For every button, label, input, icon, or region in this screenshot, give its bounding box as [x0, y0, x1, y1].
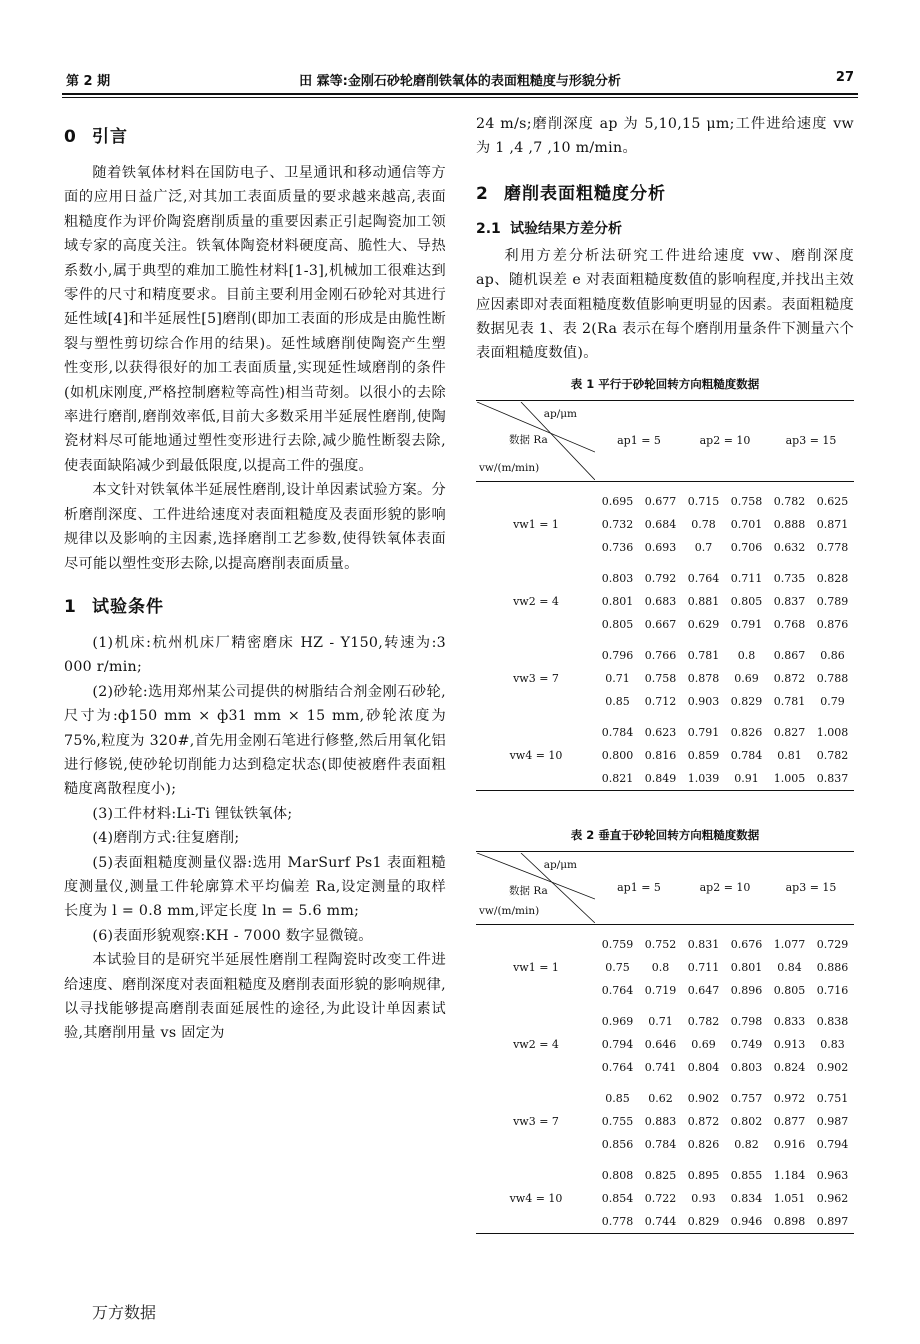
section-2-heading	[476, 179, 854, 204]
table-cell: 0.735	[773, 571, 806, 585]
row-group-label: vw4 = 10	[509, 748, 563, 762]
row-group-label	[476, 721, 596, 744]
table-cell: 0.854	[601, 1191, 634, 1205]
table-cell: 0.69	[734, 671, 759, 685]
table-cell: 0.684	[644, 517, 677, 531]
table-cell: 0.778	[596, 1210, 639, 1234]
section-number: 2	[476, 183, 489, 204]
row-group-label	[476, 613, 596, 636]
continued-paragraph: 24 m/s;磨削深度 ap 为 5,10,15 μm;工件进给速度 vw 为 1 ,4 ,7 ,10 m/min。	[476, 116, 854, 157]
table-corner-cell	[476, 851, 596, 924]
table-cell: 0.693	[644, 540, 677, 554]
column-header: ap3 = 15	[768, 400, 854, 481]
row-group-label: vw1 = 1	[513, 517, 559, 531]
issue-number: 第 2 期	[66, 74, 111, 89]
section-0-heading	[64, 122, 446, 147]
table-cell: 0.886	[816, 960, 849, 974]
table-row	[476, 644, 854, 667]
table-cell: 0.824	[773, 1060, 806, 1074]
table-cell: 0.902	[816, 1060, 849, 1074]
table-cell: 0.792	[644, 571, 677, 585]
table-row	[476, 513, 854, 536]
table-cell: 0.825	[644, 1168, 677, 1182]
table-row	[476, 1087, 854, 1110]
row-group-label	[476, 1056, 596, 1079]
group-spacer	[476, 1079, 854, 1087]
row-group-label	[476, 690, 596, 713]
table-cell: 0.85	[605, 694, 630, 708]
experiment-paragraph: 本试验目的是研究半延展性磨削工程陶瓷时改变工件进给速度、磨削深度对表面粗糙度及磨削表面形貌的影响规律,以寻找能够提高磨削表面延展性的途径,为此设计单因素试验,其磨削用量 vs 固定为	[64, 952, 446, 1042]
table-cell: 0.766	[644, 648, 677, 662]
column-header: ap1 = 5	[596, 851, 682, 924]
subsection-title: 试验结果方差分析	[510, 220, 622, 237]
row-group-label	[476, 1087, 596, 1110]
table-cell: 0.784	[601, 725, 634, 739]
table-cell: 0.81	[777, 748, 802, 762]
table-cell: 0.75	[605, 960, 630, 974]
column-header: ap2 = 10	[682, 400, 768, 481]
spacer-cell	[476, 481, 854, 490]
table-cell: 0.946	[725, 1210, 768, 1234]
table-cell: 0.84	[777, 960, 802, 974]
table-cell: 0.867	[773, 648, 806, 662]
table-cell: 0.625	[816, 494, 849, 508]
table-cell: 0.667	[644, 617, 677, 631]
table-cell: 0.764	[601, 1060, 634, 1074]
corner-label-data: 数据 Ra	[509, 433, 548, 446]
anova-paragraph: 利用方差分析法研究工件进给速度 vw、磨削深度 ap、随机误差 e 对表面粗糙度数值的影响程度,并找出主效应因素即对表面粗糙度数值影响更明显的因素。表面粗糙度数据见表 1、表 2(Ra 表示在每个磨削用量条件下测量六个表面粗糙度数值)。	[476, 247, 854, 362]
table-cell: 0.782	[687, 1014, 720, 1028]
table-cell: 0.838	[816, 1014, 849, 1028]
section-number: 1	[64, 596, 77, 617]
section-title: 试验条件	[92, 596, 164, 617]
table-cell: 0.816	[644, 748, 677, 762]
group-spacer	[476, 1156, 854, 1164]
table-cell: 0.871	[816, 517, 849, 531]
table-cell: 0.7	[694, 540, 713, 554]
table-cell: 0.888	[773, 517, 806, 531]
table-row	[476, 613, 854, 636]
table-cell: 0.749	[730, 1037, 763, 1051]
table-cell: 0.804	[687, 1060, 720, 1074]
row-group-label: vw2 = 4	[513, 1037, 559, 1051]
column-header: ap1 = 5	[596, 400, 682, 481]
header-rule-thin	[62, 97, 858, 98]
corner-label-ap: ap/μm	[543, 858, 577, 871]
corner-label-vw: vw/(m/min)	[479, 904, 540, 917]
group-spacer	[476, 481, 854, 490]
table-cell: 0.969	[601, 1014, 634, 1028]
table-cell: 1.051	[773, 1191, 806, 1205]
table-cell: 0.78	[691, 517, 716, 531]
table-cell: 0.781	[773, 694, 806, 708]
table-cell: 0.759	[601, 937, 634, 951]
table-cell: 0.712	[644, 694, 677, 708]
table-cell: 1.005	[768, 767, 811, 791]
table-cell: 0.93	[691, 1191, 716, 1205]
table-cell: 0.916	[773, 1137, 806, 1151]
intro-paragraph-1: 随着铁氧体材料在国防电子、卫星通讯和移动通信等方面的应用日益广泛,对其加工表面质量的要求越来越高,表面粗糙度作为评价陶瓷磨削质量的重要因素正引起陶瓷加工领域专家的高度关注。铁氧体陶瓷材料硬度高、脆性大、导热系数小,属于典型的难加工脆性材料[1-3],机械加工很难达到零件的尺寸和精度要求。目前主要利用金刚石砂轮对其进行延性域[4]和半延展性[5]磨削(即加工表面的形成是由脆性断裂与塑性剪切综合作用的结果)。延性域磨削使陶瓷产生塑性变形,以获得很好的加工表面质量,实现延性域磨削的条件(如机床刚度,严格控制磨粒等高性)相当苛刻。以很小的去除率进行磨削,磨削效率低,目前大多数采用半延展性磨削,使陶瓷材料尽可能地通过塑性变形进行去除,减少脆性断裂去除,使表面缺陷减少到最低限度,以提高工件的强度。	[64, 165, 446, 474]
table-row	[476, 956, 854, 979]
table-cell: 0.798	[730, 1014, 763, 1028]
row-group-label	[476, 1010, 596, 1033]
table-cell: 0.711	[687, 960, 720, 974]
spacer-cell	[476, 1079, 854, 1087]
table-2-block	[476, 827, 854, 1234]
table-cell: 0.872	[687, 1114, 720, 1128]
page-number: 27	[835, 70, 854, 85]
table-cell: 0.872	[773, 671, 806, 685]
table-cell: 0.695	[601, 494, 634, 508]
table-cell: 0.82	[734, 1137, 759, 1151]
table-cell: 0.69	[691, 1037, 716, 1051]
table-cell: 1.184	[773, 1168, 806, 1182]
table-cell: 0.803	[601, 571, 634, 585]
table-cell: 0.758	[644, 671, 677, 685]
table-cell: 0.903	[687, 694, 720, 708]
table-cell: 0.963	[816, 1168, 849, 1182]
table-cell: 0.758	[730, 494, 763, 508]
row-group-label	[476, 933, 596, 956]
table-cell: 0.827	[773, 725, 806, 739]
table-cell: 0.895	[687, 1168, 720, 1182]
row-group-label	[476, 644, 596, 667]
table-cell: 0.91	[725, 767, 768, 791]
row-group-label: vw1 = 1	[513, 960, 559, 974]
table-cell: 0.829	[682, 1210, 725, 1234]
table-cell: 0.8	[651, 960, 670, 974]
table-cell: 0.831	[687, 937, 720, 951]
running-header	[62, 70, 858, 92]
table-row	[476, 690, 854, 713]
table-cell: 0.71	[648, 1014, 673, 1028]
table-cell: 0.646	[644, 1037, 677, 1051]
table-cell: 0.791	[730, 617, 763, 631]
table-cell: 0.897	[811, 1210, 854, 1234]
condition-item: (5)表面粗糙度测量仪器:选用 MarSurf Ps1 表面粗糙度测量仪,测量工件轮廓算术平均偏差 Ra,设定测量的取样长度为 l = 0.8 mm,评定长度 ln = 5.6 mm;	[64, 854, 446, 920]
table-cell: 0.805	[730, 594, 763, 608]
left-column	[64, 112, 446, 1046]
table-cell: 0.856	[601, 1137, 634, 1151]
table-cell: 0.623	[644, 725, 677, 739]
running-title: 田 霖等:金刚石砂轮磨削铁氧体的表面粗糙度与形貌分析	[299, 74, 621, 89]
table-cell: 0.782	[816, 748, 849, 762]
table-cell: 1.039	[682, 767, 725, 791]
table-cell: 0.764	[601, 983, 634, 997]
group-spacer	[476, 559, 854, 567]
spacer-cell	[476, 559, 854, 567]
table-row	[476, 1133, 854, 1156]
table-cell: 0.711	[730, 571, 763, 585]
table-cell: 0.784	[644, 1137, 677, 1151]
table-cell: 1.077	[773, 937, 806, 951]
table-cell: 0.834	[730, 1191, 763, 1205]
table-row	[476, 979, 854, 1002]
table-row	[476, 536, 854, 559]
table-cell: 0.706	[730, 540, 763, 554]
table-cell: 0.632	[773, 540, 806, 554]
table-1-block	[476, 376, 854, 791]
table-cell: 0.719	[644, 983, 677, 997]
table-cell: 0.898	[768, 1210, 811, 1234]
table-cell: 1.008	[816, 725, 849, 739]
table-cell: 0.79	[820, 694, 845, 708]
table-row	[476, 667, 854, 690]
table-cell: 0.677	[644, 494, 677, 508]
table-cell: 0.764	[687, 571, 720, 585]
corner-label-ap: ap/μm	[543, 407, 577, 420]
table-2	[476, 851, 854, 1234]
header-rule	[62, 93, 858, 95]
row-group-label	[476, 490, 596, 513]
table-row	[476, 933, 854, 956]
section-title: 引言	[92, 127, 128, 147]
table-corner-cell	[476, 400, 596, 481]
row-group-label	[476, 567, 596, 590]
column-header: ap3 = 15	[768, 851, 854, 924]
table-cell: 0.883	[644, 1114, 677, 1128]
table-1-caption: 表 1 平行于砂轮回转方向粗糙度数据	[570, 376, 760, 391]
table-cell: 0.83	[820, 1037, 845, 1051]
table-row	[476, 1033, 854, 1056]
table-cell: 0.86	[820, 648, 845, 662]
table-cell: 0.876	[816, 617, 849, 631]
table-row	[476, 1164, 854, 1187]
table-cell: 0.755	[601, 1114, 634, 1128]
section-number: 0	[64, 127, 77, 147]
condition-item: (3)工件材料:Li-Ti 锂钛铁氧体;	[92, 805, 293, 822]
group-spacer	[476, 1002, 854, 1010]
table-cell: 0.8	[737, 648, 756, 662]
table-2-caption: 表 2 垂直于砂轮回转方向粗糙度数据	[570, 827, 760, 842]
table-cell: 0.85	[605, 1091, 630, 1105]
spacer-cell	[476, 924, 854, 933]
table-cell: 0.877	[773, 1114, 806, 1128]
column-header: ap2 = 10	[682, 851, 768, 924]
table-cell: 0.794	[601, 1037, 634, 1051]
table-cell: 0.796	[601, 648, 634, 662]
table-cell: 0.881	[687, 594, 720, 608]
table-cell: 0.837	[773, 594, 806, 608]
table-cell: 0.752	[644, 937, 677, 951]
table-cell: 0.913	[773, 1037, 806, 1051]
group-spacer	[476, 924, 854, 933]
condition-item: (4)磨削方式:往复磨削;	[92, 830, 240, 847]
table-cell: 0.801	[730, 960, 763, 974]
table-cell: 0.808	[601, 1168, 634, 1182]
table-cell: 0.71	[605, 671, 630, 685]
spacer-cell	[476, 636, 854, 644]
row-group-label: vw3 = 7	[513, 1114, 559, 1128]
table-cell: 0.962	[816, 1191, 849, 1205]
row-group-label: vw2 = 4	[513, 594, 559, 608]
table-cell: 0.683	[644, 594, 677, 608]
table-1	[476, 400, 854, 791]
table-cell: 0.736	[601, 540, 634, 554]
spacer-cell	[476, 1156, 854, 1164]
table-cell: 0.828	[816, 571, 849, 585]
table-row	[476, 1110, 854, 1133]
group-spacer	[476, 636, 854, 644]
spacer-cell	[476, 1002, 854, 1010]
table-cell: 0.716	[816, 983, 849, 997]
table-cell: 0.803	[730, 1060, 763, 1074]
table-cell: 0.972	[773, 1091, 806, 1105]
table-cell: 0.778	[816, 540, 849, 554]
table-row	[476, 590, 854, 613]
table-cell: 0.829	[730, 694, 763, 708]
table-cell: 0.715	[687, 494, 720, 508]
row-group-label	[476, 767, 596, 791]
table-cell: 0.768	[773, 617, 806, 631]
table-cell: 0.826	[730, 725, 763, 739]
table-cell: 0.741	[644, 1060, 677, 1074]
row-group-label	[476, 536, 596, 559]
subsection-number: 2.1	[476, 220, 501, 237]
table-cell: 0.902	[687, 1091, 720, 1105]
table-cell: 0.629	[687, 617, 720, 631]
corner-label-vw: vw/(m/min)	[479, 461, 540, 474]
table-cell: 0.805	[773, 983, 806, 997]
footer-watermark: 万方数据	[92, 1303, 157, 1322]
table-cell: 0.676	[730, 937, 763, 951]
table-row	[476, 490, 854, 513]
row-group-label: vw3 = 7	[513, 671, 559, 685]
table-cell: 0.800	[601, 748, 634, 762]
table-row	[476, 1210, 854, 1234]
table-cell: 0.732	[601, 517, 634, 531]
table-cell: 0.62	[648, 1091, 673, 1105]
group-spacer	[476, 713, 854, 721]
table-cell: 0.791	[687, 725, 720, 739]
table-cell: 0.781	[687, 648, 720, 662]
table-row	[476, 567, 854, 590]
row-group-label: vw4 = 10	[509, 1191, 563, 1205]
corner-label-data: 数据 Ra	[509, 884, 548, 897]
table-cell: 0.849	[639, 767, 682, 791]
table-cell: 0.821	[596, 767, 639, 791]
row-group-label	[476, 979, 596, 1002]
table-cell: 0.782	[773, 494, 806, 508]
table-cell: 0.855	[730, 1168, 763, 1182]
spacer-cell	[476, 713, 854, 721]
table-row	[476, 744, 854, 767]
row-group-label	[476, 1164, 596, 1187]
table-cell: 0.647	[687, 983, 720, 997]
table-row	[476, 767, 854, 791]
right-column	[476, 112, 854, 1234]
condition-item: (1)机床:杭州机床厂精密磨床 HZ - Y150,转速为:3 000 r/min;	[64, 634, 446, 676]
table-cell: 0.987	[816, 1114, 849, 1128]
subsection-2-1-heading	[476, 218, 854, 238]
table-cell: 0.784	[730, 748, 763, 762]
row-group-label	[476, 1210, 596, 1234]
condition-item: (2)砂轮:选用郑州某公司提供的树脂结合剂金刚石砂轮,尺寸为:ф150 mm × ф31 mm × 15 mm,砂轮浓度为 75%,粒度为 320#,首先用金刚石笔进行修整,然后用氧化铝进行修锐,使砂轮切削能力达到稳定状态(即使被磨件表面粗糙度离散程度小);	[64, 683, 446, 798]
table-cell: 0.826	[687, 1137, 720, 1151]
table-row	[476, 1187, 854, 1210]
section-title: 磨削表面粗糙度分析	[504, 183, 666, 204]
table-cell: 0.837	[811, 767, 854, 791]
table-cell: 0.801	[601, 594, 634, 608]
table-cell: 0.794	[816, 1137, 849, 1151]
table-cell: 0.701	[730, 517, 763, 531]
table-cell: 0.802	[730, 1114, 763, 1128]
table-cell: 0.896	[730, 983, 763, 997]
table-cell: 0.789	[816, 594, 849, 608]
table-cell: 0.744	[639, 1210, 682, 1234]
table-cell: 0.805	[601, 617, 634, 631]
table-cell: 0.859	[687, 748, 720, 762]
section-1-heading	[64, 592, 446, 617]
table-cell: 0.722	[644, 1191, 677, 1205]
condition-item: (6)表面形貌观察:KH - 7000 数字显微镜。	[92, 927, 373, 944]
row-group-label	[476, 1133, 596, 1156]
table-cell: 0.751	[816, 1091, 849, 1105]
table-cell: 0.757	[730, 1091, 763, 1105]
table-cell: 0.878	[687, 671, 720, 685]
table-cell: 0.788	[816, 671, 849, 685]
table-row	[476, 721, 854, 744]
table-row	[476, 1056, 854, 1079]
table-cell: 0.729	[816, 937, 849, 951]
table-row	[476, 1010, 854, 1033]
table-cell: 0.833	[773, 1014, 806, 1028]
intro-paragraph-2: 本文针对铁氧体半延展性磨削,设计单因素试验方案。分析磨削深度、工件进给速度对表面粗糙度及表面形貌的影响规律以及影响的主因素,选择磨削工艺参数,使得铁氧体表面尽可能以塑性变形去除,以提高磨削表面质量。	[64, 482, 446, 572]
